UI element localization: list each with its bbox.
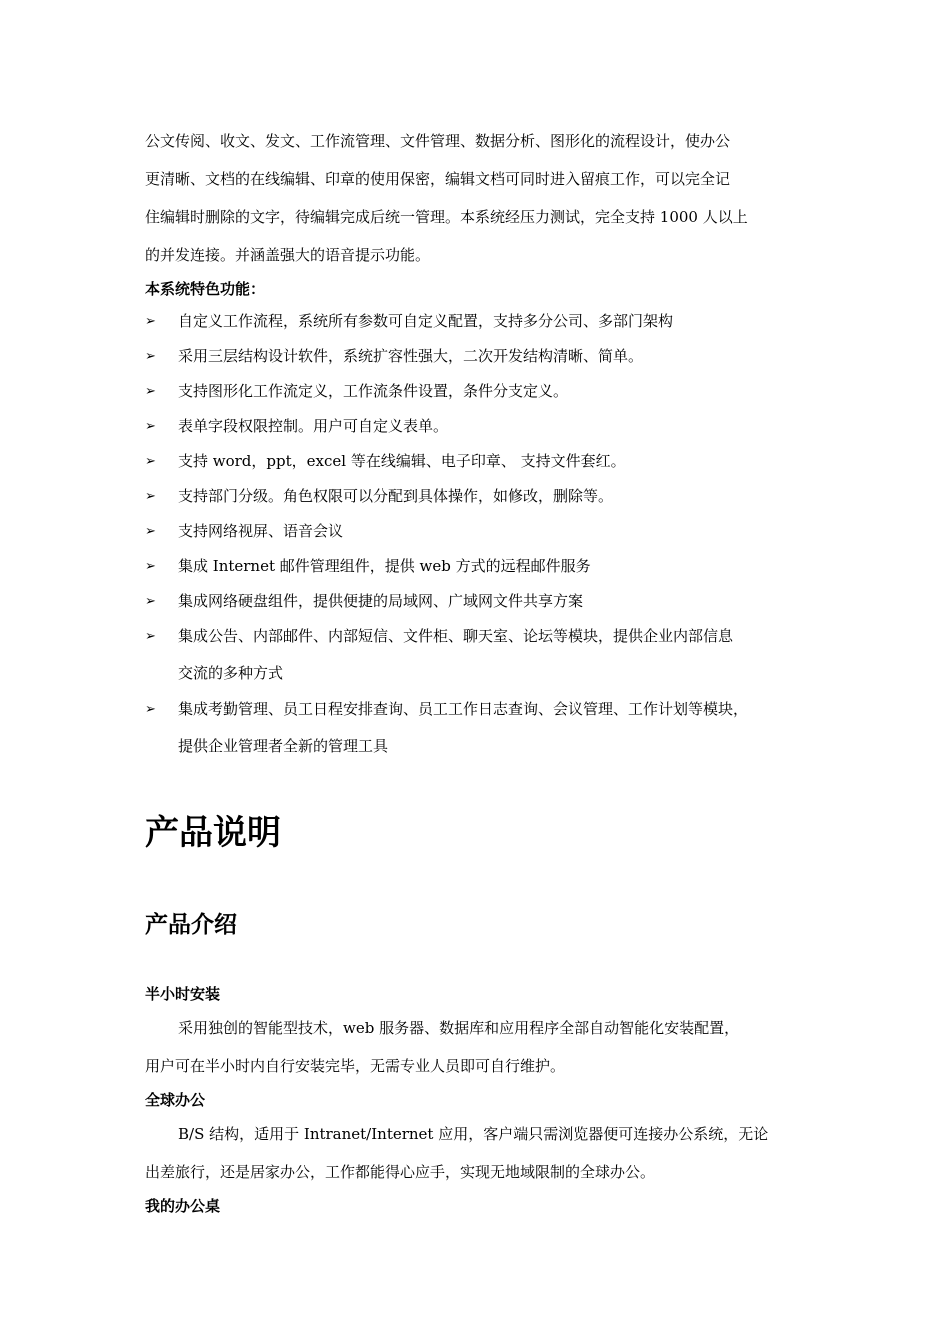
arrow-bullet-icon: ➢ bbox=[145, 629, 156, 644]
feature-text: 支持 word，ppt，excel 等在线编辑、电子印章、 支持文件套红。 bbox=[178, 452, 626, 470]
block-line: B/S 结构，适用于 Intranet/Internet 应用，客户端只需浏览器便可连接办公系统，无论 bbox=[178, 1125, 769, 1143]
feature-item bbox=[145, 549, 825, 584]
section-title: 产品说明 bbox=[145, 813, 281, 853]
intro-paragraph bbox=[145, 122, 825, 274]
feature-text: 支持图形化工作流定义，工作流条件设置，条件分支定义。 bbox=[178, 382, 569, 400]
arrow-bullet-icon: ➢ bbox=[145, 594, 156, 609]
intro-line: 公文传阅、收文、发文、工作流管理、文件管理、数据分析、图形化的流程设计，使办公 bbox=[145, 132, 731, 150]
feature-item bbox=[145, 444, 825, 479]
arrow-bullet-icon: ➢ bbox=[145, 314, 156, 329]
intro-line: 住编辑时删除的文字，待编辑完成后统一管理。本系统经压力测试，完全支持 1000 人以上 bbox=[145, 208, 748, 226]
block-heading: 半小时安装 bbox=[145, 985, 221, 1003]
feature-text-continued: 交流的多种方式 bbox=[178, 664, 284, 682]
feature-item bbox=[145, 514, 825, 549]
arrow-bullet-icon: ➢ bbox=[145, 454, 156, 469]
feature-item bbox=[145, 479, 825, 514]
feature-text: 集成公告、内部邮件、内部短信、文件柜、聊天室、论坛等模块，提供企业内部信息 bbox=[178, 627, 734, 645]
block-line: 用户可在半小时内自行安装完毕，无需专业人员即可自行维护。 bbox=[145, 1057, 566, 1075]
feature-text: 支持部门分级。角色权限可以分配到具体操作，如修改，删除等。 bbox=[178, 487, 614, 505]
feature-text: 支持网络视屏、语音会议 bbox=[178, 522, 344, 540]
feature-text: 集成 Internet 邮件管理组件，提供 web 方式的远程邮件服务 bbox=[178, 557, 591, 575]
arrow-bullet-icon: ➢ bbox=[145, 419, 156, 434]
arrow-bullet-icon: ➢ bbox=[145, 349, 156, 364]
intro-line: 的并发连接。并涵盖强大的语音提示功能。 bbox=[145, 246, 431, 264]
intro-line: 更清晰、文档的在线编辑、印章的使用保密，编辑文档可同时进入留痕工作，可以完全记 bbox=[145, 170, 731, 188]
feature-text: 采用三层结构设计软件，系统扩容性强大，二次开发结构清晰、简单。 bbox=[178, 347, 644, 365]
feature-text: 集成考勤管理、员工日程安排查询、员工工作日志查询、会议管理、工作计划等模块， bbox=[178, 700, 749, 718]
feature-list bbox=[145, 304, 825, 765]
feature-item bbox=[145, 619, 825, 692]
block-heading: 我的办公桌 bbox=[145, 1197, 221, 1215]
feature-text: 自定义工作流程，系统所有参数可自定义配置，支持多分公司、多部门架构 bbox=[178, 312, 674, 330]
section-blocks bbox=[145, 979, 825, 1221]
document-page bbox=[145, 122, 825, 1221]
block-line: 出差旅行，还是居家办公，工作都能得心应手，实现无地域限制的全球办公。 bbox=[145, 1163, 656, 1181]
arrow-bullet-icon: ➢ bbox=[145, 384, 156, 399]
feature-item bbox=[145, 692, 825, 765]
block-line: 采用独创的智能型技术，web 服务器、数据库和应用程序全部自动智能化安装配置， bbox=[178, 1019, 740, 1037]
feature-item bbox=[145, 374, 825, 409]
block-heading: 全球办公 bbox=[145, 1091, 206, 1109]
feature-item bbox=[145, 339, 825, 374]
arrow-bullet-icon: ➢ bbox=[145, 702, 156, 717]
arrow-bullet-icon: ➢ bbox=[145, 559, 156, 574]
feature-text: 集成网络硬盘组件，提供便捷的局域网、广域网文件共享方案 bbox=[178, 592, 584, 610]
arrow-bullet-icon: ➢ bbox=[145, 489, 156, 504]
feature-item bbox=[145, 304, 825, 339]
section-subtitle: 产品介绍 bbox=[145, 912, 237, 938]
feature-text: 表单字段权限控制。用户可自定义表单。 bbox=[178, 417, 449, 435]
feature-item bbox=[145, 409, 825, 444]
features-heading: 本系统特色功能： bbox=[145, 280, 266, 298]
arrow-bullet-icon: ➢ bbox=[145, 524, 156, 539]
feature-item bbox=[145, 584, 825, 619]
feature-text-continued: 提供企业管理者全新的管理工具 bbox=[178, 737, 389, 755]
